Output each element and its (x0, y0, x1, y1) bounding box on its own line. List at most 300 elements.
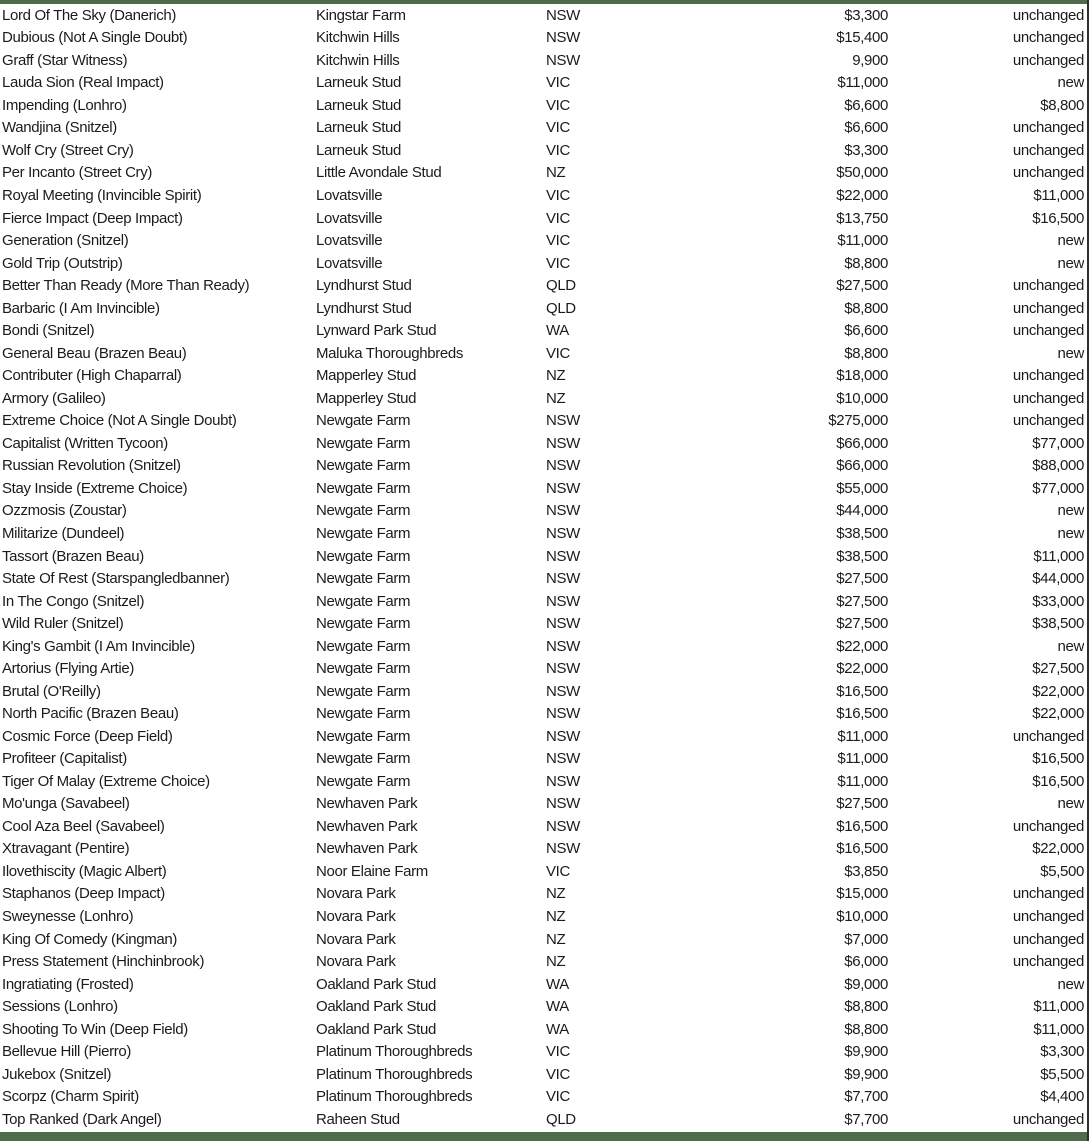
fee-cell: $7,000 (844, 931, 888, 947)
stallion-name-cell: Impending (Lonhro) (2, 97, 127, 113)
change-cell: new (1057, 976, 1084, 992)
stallion-name-cell: In The Congo (Snitzel) (2, 593, 145, 609)
state-cell: WA (546, 976, 569, 992)
farm-cell: Lovatsville (316, 233, 383, 249)
state-cell: QLD (546, 300, 576, 316)
farm-cell: Newhaven Park (316, 818, 418, 834)
state-cell: NSW (546, 52, 580, 68)
stallion-name-cell: North Pacific (Brazen Beau) (2, 706, 179, 722)
farm-cell: Newgate Farm (316, 638, 411, 654)
fee-cell: $55,000 (836, 480, 888, 496)
stallion-name-cell: Fierce Impact (Deep Impact) (2, 210, 183, 226)
table-row (0, 297, 1087, 320)
farm-cell: Platinum Thoroughbreds (316, 1044, 473, 1060)
stallion-name-cell: Ingratiating (Frosted) (2, 976, 134, 992)
change-cell: $22,000 (1032, 841, 1084, 857)
state-cell: VIC (546, 345, 570, 361)
stallion-name-cell: Tassort (Brazen Beau) (2, 548, 144, 564)
stallion-name-cell: Graff (Star Witness) (2, 52, 128, 68)
state-cell: WA (546, 1021, 569, 1037)
state-cell: NSW (546, 751, 580, 767)
change-cell: $16,500 (1032, 751, 1084, 767)
table-row (0, 860, 1087, 883)
stallion-name-cell: Gold Trip (Outstrip) (2, 255, 123, 271)
stallion-name-cell: Per Incanto (Street Cry) (2, 165, 152, 181)
table-row (0, 928, 1087, 951)
table-row (0, 1040, 1087, 1063)
farm-cell: Newgate Farm (316, 548, 411, 564)
stallion-name-cell: Artorius (Flying Artie) (2, 661, 134, 677)
table-row (0, 139, 1087, 162)
change-cell: unchanged (1012, 368, 1084, 384)
table-row (0, 365, 1087, 388)
change-cell: unchanged (1012, 120, 1084, 136)
state-cell: NZ (546, 165, 566, 181)
farm-cell: Newgate Farm (316, 728, 411, 744)
change-cell: unchanged (1012, 818, 1084, 834)
state-cell: NZ (546, 886, 566, 902)
stallion-name-cell: Barbaric (I Am Invincible) (2, 300, 160, 316)
change-cell: $38,500 (1032, 616, 1084, 632)
state-cell: NSW (546, 683, 580, 699)
stallion-name-cell: Dubious (Not A Single Doubt) (2, 30, 188, 46)
table-row (0, 815, 1087, 838)
fee-cell: $27,500 (836, 796, 888, 812)
fee-cell: $6,600 (844, 323, 888, 339)
table-row (0, 342, 1087, 365)
fee-cell: $6,600 (844, 97, 888, 113)
fee-cell: $27,500 (836, 593, 888, 609)
farm-cell: Oakland Park Stud (316, 976, 436, 992)
farm-cell: Newhaven Park (316, 841, 418, 857)
state-cell: NSW (546, 773, 580, 789)
state-cell: NSW (546, 503, 580, 519)
state-cell: NSW (546, 706, 580, 722)
farm-cell: Platinum Thoroughbreds (316, 1089, 473, 1105)
stallion-name-cell: Mo'unga (Savabeel) (2, 796, 130, 812)
table-row (0, 770, 1087, 793)
stallion-name-cell: Lord Of The Sky (Danerich) (2, 7, 177, 23)
state-cell: NZ (546, 368, 566, 384)
fee-cell: $9,000 (844, 976, 888, 992)
stallion-name-cell: Tiger Of Malay (Extreme Choice) (2, 773, 210, 789)
state-cell: NZ (546, 931, 566, 947)
state-cell: NSW (546, 571, 580, 587)
change-cell: $77,000 (1032, 480, 1084, 496)
change-cell: unchanged (1012, 728, 1084, 744)
fee-cell: $9,900 (844, 1044, 888, 1060)
stallion-name-cell: Extreme Choice (Not A Single Doubt) (2, 413, 237, 429)
state-cell: VIC (546, 1066, 570, 1082)
fee-cell: $13,750 (836, 210, 888, 226)
state-cell: NSW (546, 796, 580, 812)
table-row (0, 477, 1087, 500)
fee-cell: $66,000 (836, 458, 888, 474)
farm-cell: Lyndhurst Stud (316, 278, 412, 294)
farm-cell: Lovatsville (316, 188, 383, 204)
table-row (0, 117, 1087, 140)
stallion-name-cell: Scorpz (Charm Spirit) (2, 1089, 139, 1105)
fee-cell: $16,500 (836, 683, 888, 699)
state-cell: NSW (546, 593, 580, 609)
farm-cell: Newgate Farm (316, 661, 411, 677)
table-row (0, 635, 1087, 658)
change-cell: $11,000 (1033, 548, 1084, 564)
change-cell: $22,000 (1032, 683, 1084, 699)
stallion-name-cell: Contributer (High Chaparral) (2, 368, 182, 384)
bottom-accent-bar (0, 1132, 1087, 1141)
state-cell: NSW (546, 413, 580, 429)
table-row (0, 545, 1087, 568)
table-row (0, 793, 1087, 816)
change-cell: unchanged (1012, 954, 1084, 970)
stallion-name-cell: Press Statement (Hinchinbrook) (2, 954, 205, 970)
table-row (0, 94, 1087, 117)
farm-cell: Newgate Farm (316, 751, 411, 767)
state-cell: NSW (546, 435, 580, 451)
fee-cell: $22,000 (836, 661, 888, 677)
fee-cell: $8,800 (844, 345, 888, 361)
change-cell: $11,000 (1033, 188, 1084, 204)
state-cell: NSW (546, 480, 580, 496)
fee-cell: $8,800 (844, 300, 888, 316)
change-cell: unchanged (1012, 390, 1084, 406)
fee-cell: $9,900 (844, 1066, 888, 1082)
change-cell: unchanged (1012, 30, 1084, 46)
farm-cell: Newgate Farm (316, 503, 411, 519)
fee-cell: $275,000 (828, 413, 888, 429)
state-cell: NSW (546, 525, 580, 541)
fee-cell: $50,000 (836, 165, 888, 181)
state-cell: VIC (546, 863, 570, 879)
farm-cell: Little Avondale Stud (316, 165, 442, 181)
change-cell: unchanged (1012, 7, 1084, 23)
fee-cell: $22,000 (836, 188, 888, 204)
state-cell: NSW (546, 841, 580, 857)
table-row (0, 612, 1087, 635)
change-cell: unchanged (1012, 413, 1084, 429)
stallion-name-cell: Profiteer (Capitalist) (2, 751, 127, 767)
fee-cell: $10,000 (836, 390, 888, 406)
table-row (0, 725, 1087, 748)
table-row (0, 229, 1087, 252)
fee-cell: $3,850 (844, 863, 888, 879)
change-cell: new (1057, 255, 1084, 271)
table-row (0, 657, 1087, 680)
fee-cell: $15,400 (836, 30, 888, 46)
state-cell: NSW (546, 818, 580, 834)
stallion-name-cell: Better Than Ready (More Than Ready) (2, 278, 250, 294)
farm-cell: Newgate Farm (316, 706, 411, 722)
stallion-name-cell: Sweynesse (Lonhro) (2, 909, 134, 925)
change-cell: $11,000 (1033, 1021, 1084, 1037)
table-row (0, 432, 1087, 455)
change-cell: $16,500 (1032, 773, 1084, 789)
table-row (0, 410, 1087, 433)
change-cell: new (1057, 75, 1084, 91)
farm-cell: Newhaven Park (316, 796, 418, 812)
stallion-name-cell: Cosmic Force (Deep Field) (2, 728, 173, 744)
state-cell: NSW (546, 728, 580, 744)
change-cell: $77,000 (1032, 435, 1084, 451)
fee-cell: 9,900 (852, 52, 888, 68)
change-cell: $8,800 (1040, 97, 1084, 113)
table-row (0, 49, 1087, 72)
stallion-name-cell: Top Ranked (Dark Angel) (2, 1111, 162, 1127)
change-cell: $88,000 (1032, 458, 1084, 474)
fee-cell: $3,300 (844, 142, 888, 158)
farm-cell: Platinum Thoroughbreds (316, 1066, 473, 1082)
state-cell: NSW (546, 458, 580, 474)
stallion-name-cell: General Beau (Brazen Beau) (2, 345, 187, 361)
fee-cell: $7,700 (844, 1111, 888, 1127)
fee-cell: $10,000 (836, 909, 888, 925)
state-cell: VIC (546, 1089, 570, 1105)
change-cell: $3,300 (1040, 1044, 1084, 1060)
fee-cell: $16,500 (836, 818, 888, 834)
table-row (0, 950, 1087, 973)
change-cell: $5,500 (1040, 1066, 1084, 1082)
state-cell: NZ (546, 390, 566, 406)
fee-cell: $38,500 (836, 525, 888, 541)
stallion-name-cell: King Of Comedy (Kingman) (2, 931, 178, 947)
stallion-name-cell: King's Gambit (I Am Invincible) (2, 638, 195, 654)
state-cell: VIC (546, 255, 570, 271)
stallion-name-cell: Capitalist (Written Tycoon) (2, 435, 168, 451)
fee-cell: $3,300 (844, 7, 888, 23)
table-row (0, 1108, 1087, 1131)
table-row (0, 748, 1087, 771)
state-cell: QLD (546, 1111, 576, 1127)
change-cell: unchanged (1012, 300, 1084, 316)
farm-cell: Novara Park (316, 931, 396, 947)
farm-cell: Novara Park (316, 886, 396, 902)
table-row (0, 905, 1087, 928)
table-row (0, 1063, 1087, 1086)
farm-cell: Novara Park (316, 954, 396, 970)
fee-cell: $16,500 (836, 841, 888, 857)
table-row (0, 1018, 1087, 1041)
stallion-name-cell: Wandjina (Snitzel) (2, 120, 117, 136)
table-row (0, 973, 1087, 996)
state-cell: VIC (546, 1044, 570, 1060)
change-cell: unchanged (1012, 142, 1084, 158)
state-cell: QLD (546, 278, 576, 294)
stallion-name-cell: Lauda Sion (Real Impact) (2, 75, 164, 91)
table-row (0, 883, 1087, 906)
change-cell: $16,500 (1032, 210, 1084, 226)
stallion-name-cell: Shooting To Win (Deep Field) (2, 1021, 188, 1037)
stallion-name-cell: Xtravagant (Pentire) (2, 841, 130, 857)
change-cell: new (1057, 233, 1084, 249)
fee-cell: $22,000 (836, 638, 888, 654)
change-cell: unchanged (1012, 323, 1084, 339)
farm-cell: Raheen Stud (316, 1111, 400, 1127)
state-cell: NSW (546, 616, 580, 632)
fee-cell: $8,800 (844, 1021, 888, 1037)
state-cell: NZ (546, 909, 566, 925)
table-row (0, 27, 1087, 50)
change-cell: new (1057, 525, 1084, 541)
farm-cell: Newgate Farm (316, 571, 411, 587)
fee-cell: $11,000 (837, 773, 888, 789)
fee-cell: $27,500 (836, 571, 888, 587)
farm-cell: Novara Park (316, 909, 396, 925)
table-row (0, 162, 1087, 185)
farm-cell: Kitchwin Hills (316, 52, 400, 68)
fee-cell: $7,700 (844, 1089, 888, 1105)
farm-cell: Newgate Farm (316, 593, 411, 609)
change-cell: unchanged (1012, 165, 1084, 181)
fee-cell: $16,500 (836, 706, 888, 722)
fee-cell: $18,000 (836, 368, 888, 384)
table-row (0, 184, 1087, 207)
state-cell: WA (546, 323, 569, 339)
table-row (0, 387, 1087, 410)
stallion-name-cell: Bellevue Hill (Pierro) (2, 1044, 132, 1060)
farm-cell: Noor Elaine Farm (316, 863, 428, 879)
table-row (0, 319, 1087, 342)
change-cell: unchanged (1012, 909, 1084, 925)
change-cell: new (1057, 503, 1084, 519)
stallion-name-cell: Russian Revolution (Snitzel) (2, 458, 181, 474)
farm-cell: Lynward Park Stud (316, 323, 437, 339)
stallion-name-cell: Staphanos (Deep Impact) (2, 886, 165, 902)
state-cell: VIC (546, 142, 570, 158)
fee-cell: $8,800 (844, 255, 888, 271)
change-cell: $4,400 (1040, 1089, 1084, 1105)
change-cell: unchanged (1012, 52, 1084, 68)
change-cell: unchanged (1012, 931, 1084, 947)
state-cell: NZ (546, 954, 566, 970)
change-cell: $27,500 (1032, 661, 1084, 677)
farm-cell: Mapperley Stud (316, 390, 417, 406)
table-row (0, 4, 1087, 27)
fee-cell: $6,600 (844, 120, 888, 136)
state-cell: NSW (546, 638, 580, 654)
table-row (0, 702, 1087, 725)
stallion-name-cell: Ozzmosis (Zoustar) (2, 503, 127, 519)
change-cell: $33,000 (1032, 593, 1084, 609)
change-cell: $44,000 (1032, 571, 1084, 587)
farm-cell: Newgate Farm (316, 413, 411, 429)
table-row (0, 995, 1087, 1018)
stallion-name-cell: Royal Meeting (Invincible Spirit) (2, 188, 202, 204)
state-cell: VIC (546, 210, 570, 226)
stallion-name-cell: Ilovethiscity (Magic Albert) (2, 863, 167, 879)
stallion-name-cell: Generation (Snitzel) (2, 233, 129, 249)
change-cell: $5,500 (1040, 863, 1084, 879)
state-cell: VIC (546, 120, 570, 136)
fee-cell: $6,000 (844, 954, 888, 970)
farm-cell: Newgate Farm (316, 480, 411, 496)
stallion-name-cell: State Of Rest (Starspangledbanner) (2, 571, 230, 587)
farm-cell: Newgate Farm (316, 525, 411, 541)
table-row (0, 680, 1087, 703)
stud-fee-table (0, 4, 1087, 1131)
table-row (0, 567, 1087, 590)
fee-cell: $27,500 (836, 278, 888, 294)
table-row (0, 274, 1087, 297)
state-cell: VIC (546, 75, 570, 91)
farm-cell: Newgate Farm (316, 458, 411, 474)
fee-cell: $44,000 (836, 503, 888, 519)
fee-cell: $38,500 (836, 548, 888, 564)
change-cell: new (1057, 796, 1084, 812)
farm-cell: Newgate Farm (316, 773, 411, 789)
farm-cell: Maluka Thoroughbreds (316, 345, 463, 361)
table-row (0, 1086, 1087, 1109)
state-cell: VIC (546, 188, 570, 204)
farm-cell: Larneuk Stud (316, 75, 402, 91)
state-cell: WA (546, 999, 569, 1015)
stallion-name-cell: Armory (Galileo) (2, 390, 106, 406)
fee-cell: $15,000 (836, 886, 888, 902)
state-cell: VIC (546, 97, 570, 113)
stallion-name-cell: Brutal (O'Reilly) (2, 683, 101, 699)
state-cell: NSW (546, 661, 580, 677)
farm-cell: Larneuk Stud (316, 120, 402, 136)
state-cell: NSW (546, 30, 580, 46)
farm-cell: Newgate Farm (316, 435, 411, 451)
farm-cell: Oakland Park Stud (316, 1021, 436, 1037)
farm-cell: Newgate Farm (316, 683, 411, 699)
stallion-name-cell: Jukebox (Snitzel) (2, 1066, 112, 1082)
fee-cell: $11,000 (837, 728, 888, 744)
state-cell: NSW (546, 7, 580, 23)
table-row (0, 207, 1087, 230)
change-cell: unchanged (1012, 278, 1084, 294)
table-row (0, 455, 1087, 478)
state-cell: VIC (546, 233, 570, 249)
table-row (0, 500, 1087, 523)
farm-cell: Oakland Park Stud (316, 999, 436, 1015)
farm-cell: Newgate Farm (316, 616, 411, 632)
stallion-name-cell: Wild Ruler (Snitzel) (2, 616, 124, 632)
change-cell: unchanged (1012, 886, 1084, 902)
fee-cell: $27,500 (836, 616, 888, 632)
table-row (0, 590, 1087, 613)
table-row (0, 838, 1087, 861)
table-row (0, 72, 1087, 95)
stallion-name-cell: Stay Inside (Extreme Choice) (2, 480, 188, 496)
stallion-name-cell: Bondi (Snitzel) (2, 323, 95, 339)
stallion-name-cell: Cool Aza Beel (Savabeel) (2, 818, 165, 834)
fee-cell: $8,800 (844, 999, 888, 1015)
stallion-name-cell: Wolf Cry (Street Cry) (2, 142, 134, 158)
fee-cell: $66,000 (836, 435, 888, 451)
stallion-name-cell: Militarize (Dundeel) (2, 525, 125, 541)
farm-cell: Kingstar Farm (316, 7, 406, 23)
change-cell: new (1057, 345, 1084, 361)
farm-cell: Larneuk Stud (316, 97, 402, 113)
table-row (0, 522, 1087, 545)
fee-cell: $11,000 (837, 233, 888, 249)
farm-cell: Lovatsville (316, 255, 383, 271)
state-cell: NSW (546, 548, 580, 564)
farm-cell: Lovatsville (316, 210, 383, 226)
fee-cell: $11,000 (837, 75, 888, 91)
table-row (0, 252, 1087, 275)
change-cell: new (1057, 638, 1084, 654)
stallion-name-cell: Sessions (Lonhro) (2, 999, 118, 1015)
farm-cell: Lyndhurst Stud (316, 300, 412, 316)
change-cell: $11,000 (1033, 999, 1084, 1015)
fee-cell: $11,000 (837, 751, 888, 767)
change-cell: unchanged (1012, 1111, 1084, 1127)
change-cell: $22,000 (1032, 706, 1084, 722)
farm-cell: Larneuk Stud (316, 142, 402, 158)
